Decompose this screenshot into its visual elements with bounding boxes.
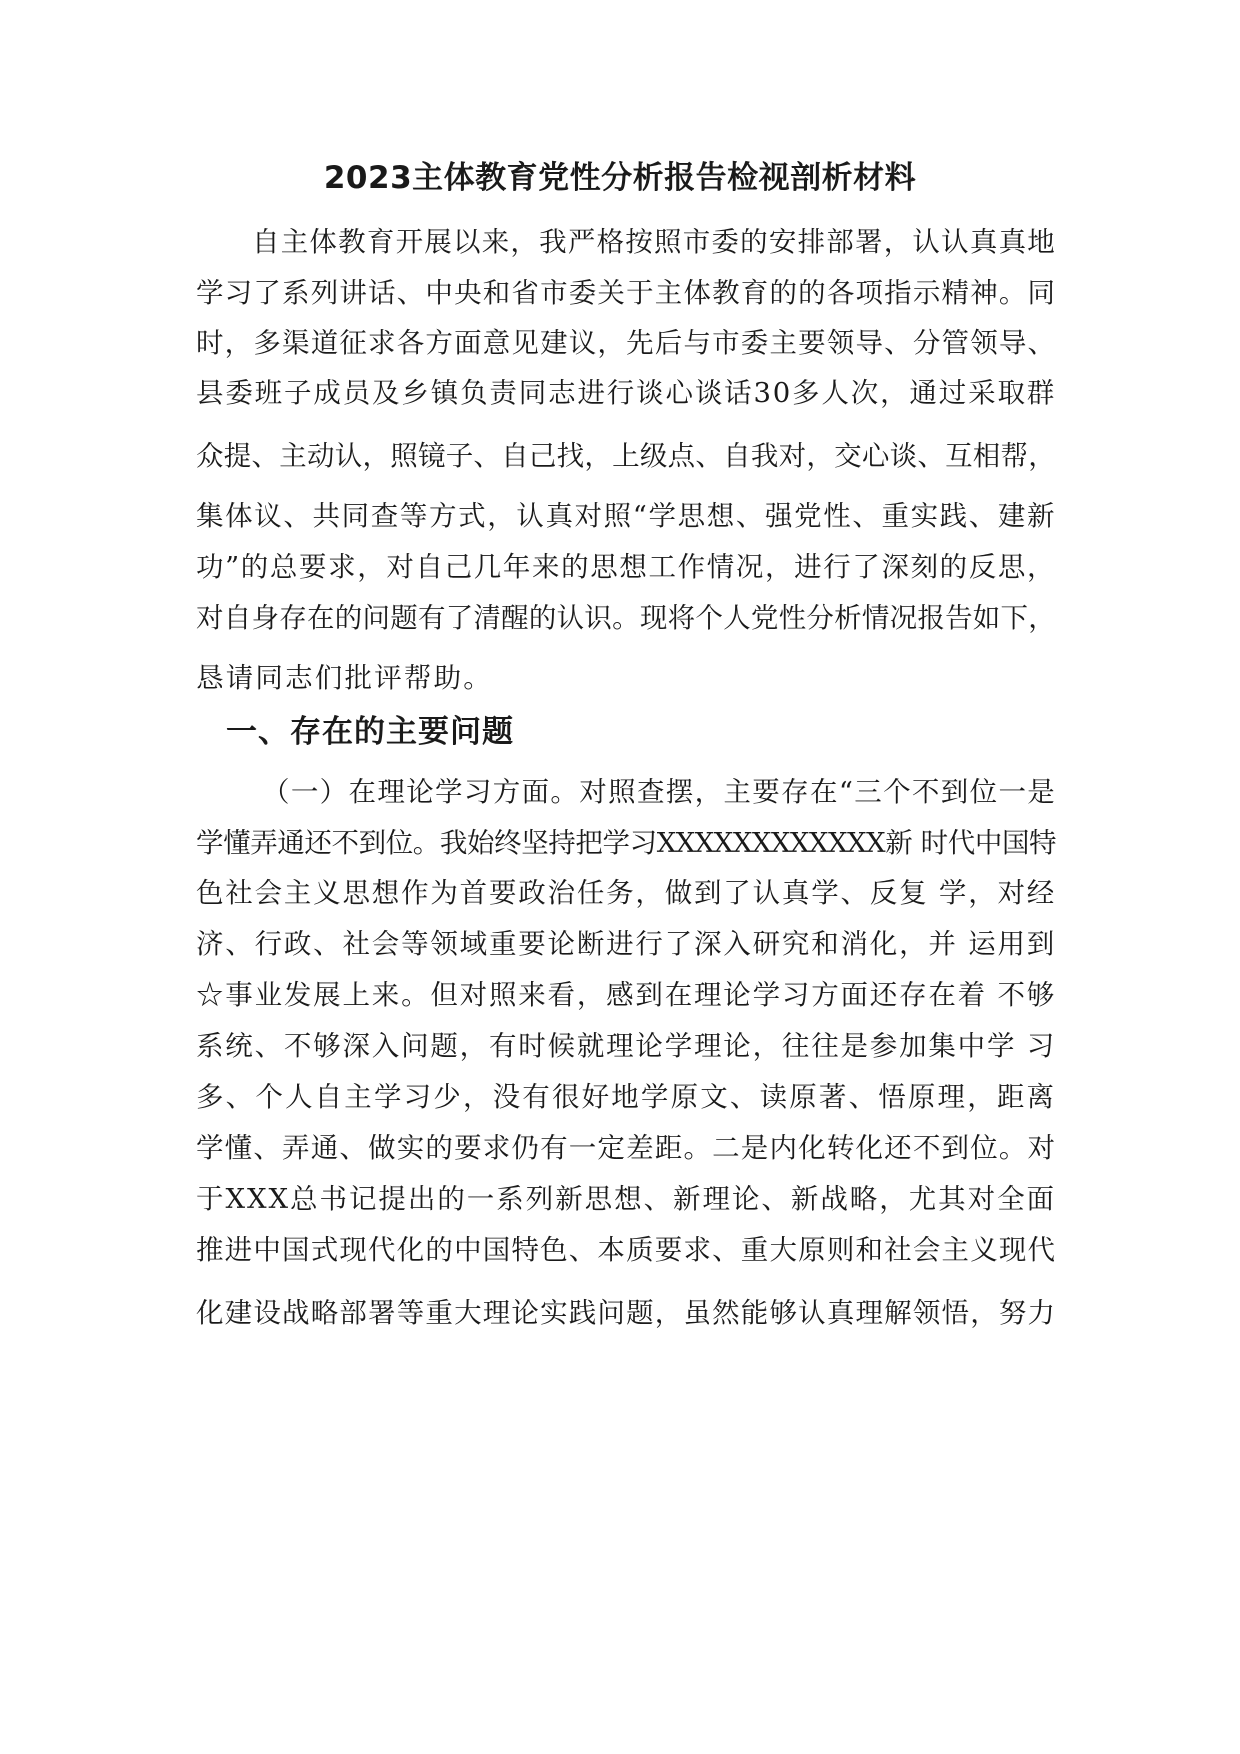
paragraph-line: （一）在理论学习方面。对照查摆，主要存在“三个不到位一是 <box>262 776 1056 808</box>
paragraph-line: 功”的总要求，对自己几年来的思想工作情况，进行了深刻的反思， <box>196 551 1056 583</box>
paragraph-line: 色社会主义思想作为首要政治任务，做到了认真学、反复 学，对经 <box>196 877 1056 909</box>
paragraph-line: 县委班子成员及乡镇负责同志进行谈心谈话30多人次，通过采取群 <box>196 377 1056 409</box>
paragraph-line: 化建设战略部署等重大理论实践问题，虽然能够认真理解领悟，努力 <box>196 1297 1056 1329</box>
paragraph-line: 济、行政、社会等领域重要论断进行了深入研究和消化，并 运用到 <box>196 928 1056 960</box>
paragraph-line: 推进中国式现代化的中国特色、本质要求、重大原则和社会主义现代 <box>196 1234 1056 1266</box>
paragraph-line: 自主体教育开展以来，我严格按照市委的安排部署，认认真真地 <box>252 226 1056 258</box>
paragraph-line: 众提、主动认，照镜子、自己找，上级点、自我对，交心谈、互相帮， <box>196 440 1056 472</box>
paragraph-line: 学懂、弄通、做实的要求仍有一定差距。二是内化转化还不到位。对 <box>196 1132 1056 1164</box>
document-title: 2023主体教育党性分析报告检视剖析材料 <box>323 160 917 196</box>
paragraph-line: 集体议、共同查等方式，认真对照“学思想、强党性、重实践、建新 <box>196 500 1056 532</box>
paragraph-line: 系统、不够深入问题，有时候就理论学理论，往往是参加集中学 习 <box>196 1030 1056 1062</box>
paragraph-line: 学习了系列讲话、中央和省市委关于主体教育的的各项指示精神。同 <box>196 277 1056 309</box>
paragraph-line: 多、个人自主学习少，没有很好地学原文、读原著、悟原理，距离 <box>196 1081 1056 1113</box>
paragraph-line: 对自身存在的问题有了清醒的认识。现将个人党性分析情况报告如下， <box>196 602 1056 634</box>
paragraph-line: 学懂弄通还不到位。我始终坚持把学习XXXXXXXXXXXX新 时代中国特 <box>196 827 1056 859</box>
paragraph-line: 于XXX总书记提出的一系列新思想、新理论、新战略，尤其对全面 <box>196 1183 1056 1215</box>
paragraph-line: 恳请同志们批评帮助。 <box>196 662 493 694</box>
section-heading: 一、存在的主要问题 <box>226 714 514 750</box>
paragraph-line: ☆事业发展上来。但对照来看，感到在理论学习方面还存在着 不够 <box>196 979 1056 1011</box>
paragraph-line: 时，多渠道征求各方面意见建议，先后与市委主要领导、分管领导、 <box>196 327 1056 359</box>
